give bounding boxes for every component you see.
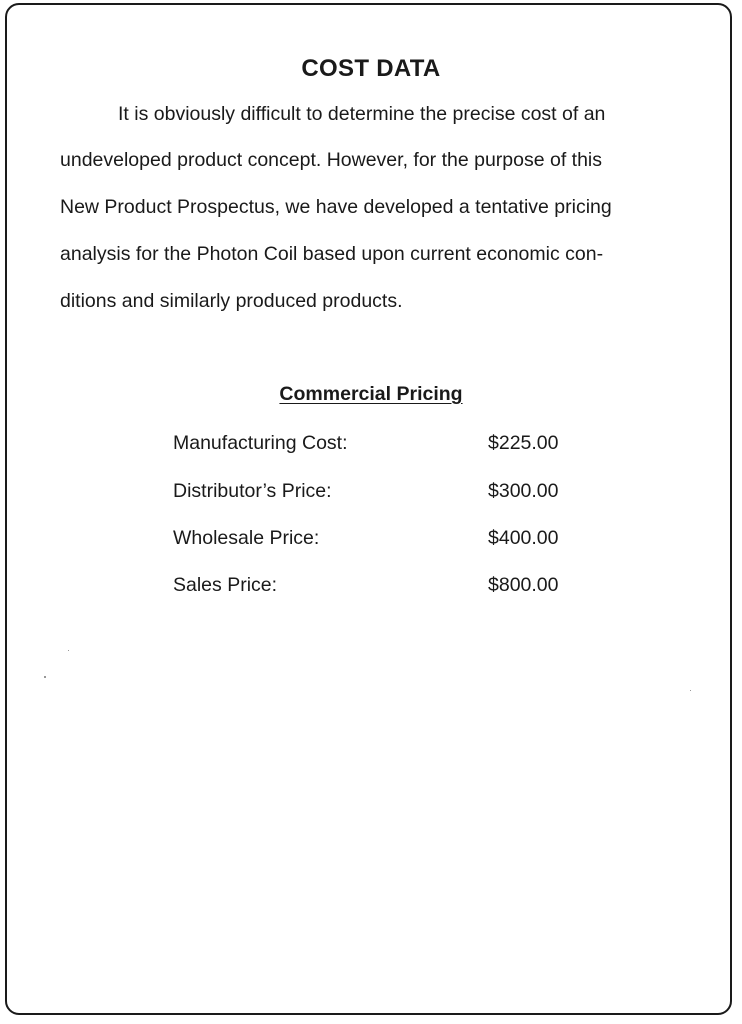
scan-speck [690,690,691,691]
pricing-label-sales-price: Sales Price: [173,574,278,596]
paragraph-line: undeveloped product concept. However, for the purpose of this [60,149,603,171]
scan-speck [68,650,69,651]
pricing-heading: Commercial Pricing [279,383,463,405]
paragraph-line: analysis for the Photon Coil based upon current economic con- [60,243,604,265]
scan-speck [44,676,46,678]
pricing-value-distributor-price: $300.00 [488,480,559,502]
paragraph-line: New Product Prospectus, we have developed a tentative pricing [60,196,612,218]
pricing-value-sales-price: $800.00 [488,574,559,596]
paragraph-line: ditions and similarly produced products. [60,290,403,312]
page-title: COST DATA [301,55,441,82]
pricing-label-distributor-price: Distributor’s Price: [173,480,332,502]
paragraph-line: It is obviously difficult to determine the precise cost of an [118,103,606,125]
pricing-label-manufacturing-cost: Manufacturing Cost: [173,432,348,454]
pricing-value-wholesale-price: $400.00 [488,527,559,549]
pricing-label-wholesale-price: Wholesale Price: [173,527,320,549]
pricing-value-manufacturing-cost: $225.00 [488,432,559,454]
